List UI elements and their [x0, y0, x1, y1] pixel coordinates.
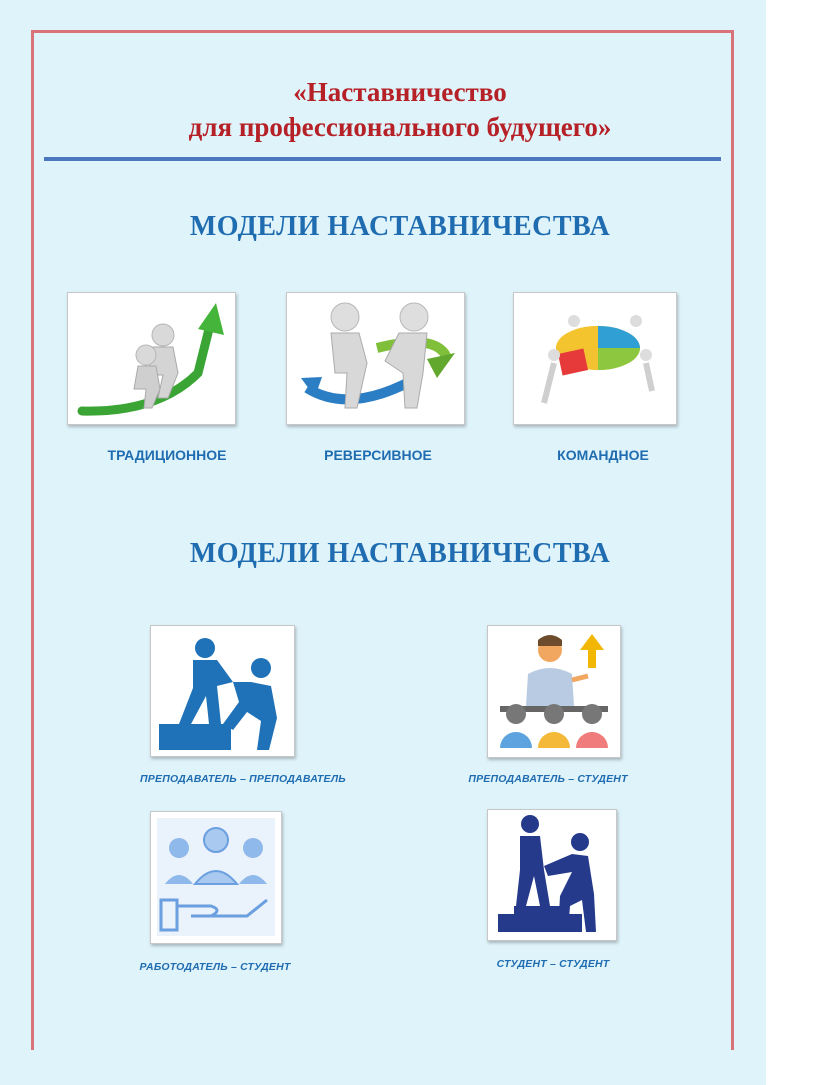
section-heading-1: МОДЕЛИ НАСТАВНИЧЕСТВА — [189, 211, 611, 242]
page-margin — [766, 0, 816, 1085]
title-line-2: для профессионального будущего» — [188, 112, 612, 142]
handshake-arrows-icon — [286, 292, 465, 425]
hand-holding-team-icon — [150, 811, 282, 944]
title-line-1: «Наставничество — [293, 77, 507, 107]
model-label-student-student: СТУДЕНТ – СТУДЕНТ — [496, 958, 610, 970]
helping-up-icon — [150, 625, 295, 757]
step-support-icon — [487, 809, 617, 941]
climbing-arrow-icon — [67, 292, 236, 425]
model-label-teacher-teacher: ПРЕПОДАВАТЕЛЬ – ПРЕПОДАВАТЕЛЬ — [140, 773, 346, 785]
teacher-audience-icon — [487, 625, 621, 758]
model-label-traditional: ТРАДИЦИОННОЕ — [107, 447, 227, 463]
section-heading-2: МОДЕЛИ НАСТАВНИЧЕСТВА — [189, 538, 611, 569]
model-label-reverse: РЕВЕРСИВНОЕ — [324, 447, 432, 463]
model-label-employer-student: РАБОТОДАТЕЛЬ – СТУДЕНТ — [139, 961, 291, 973]
title-divider — [44, 157, 721, 161]
puzzle-team-icon — [513, 292, 677, 425]
model-label-teacher-student: ПРЕПОДАВАТЕЛЬ – СТУДЕНТ — [468, 773, 628, 785]
model-label-team: КОМАНДНОЕ — [557, 447, 649, 463]
